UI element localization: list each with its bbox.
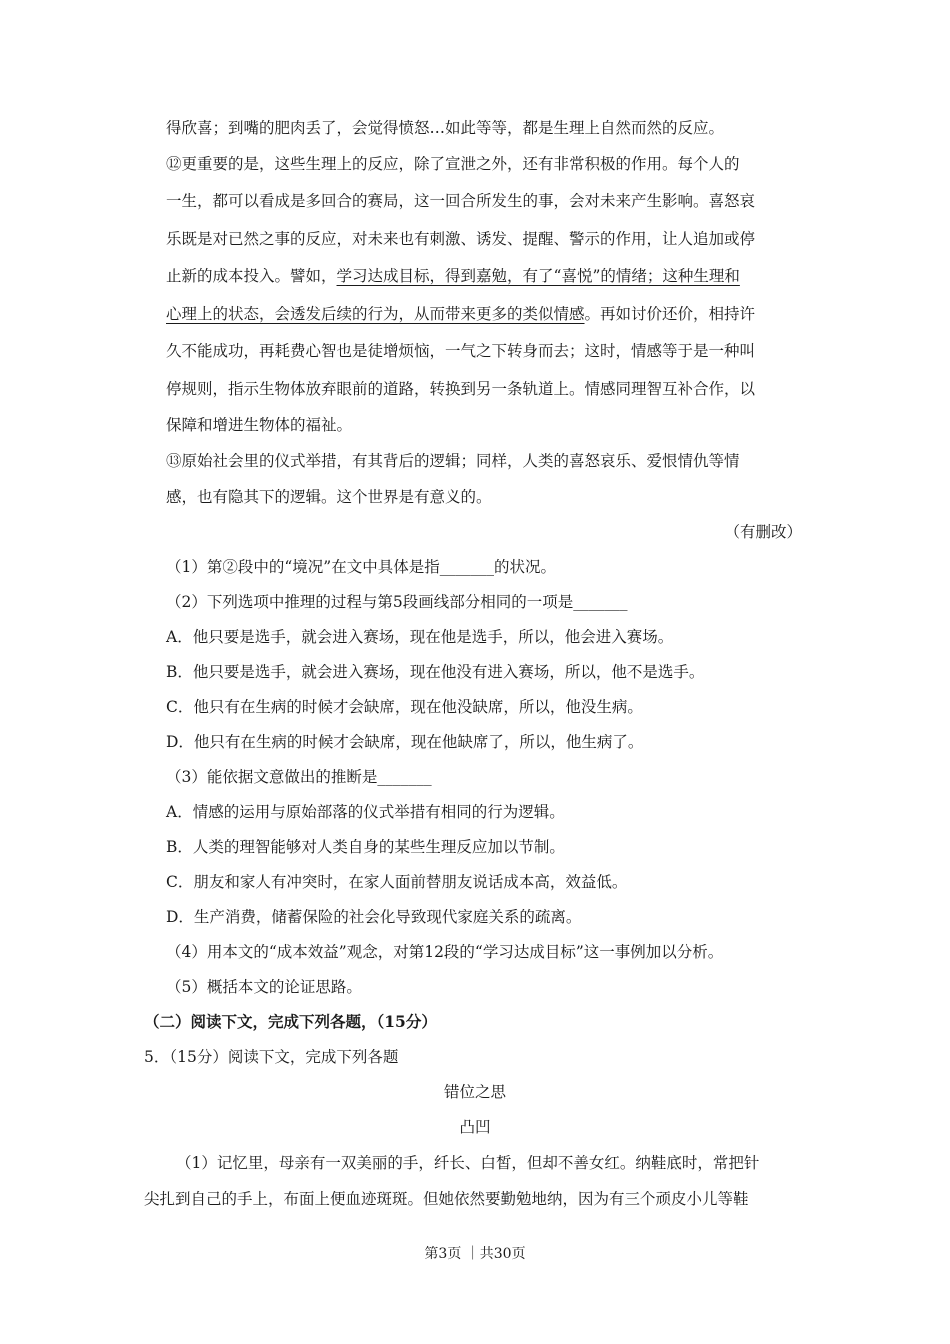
paragraph-12-line: 乐既是对已然之事的反应，对未来也有刺激、诱发、提醒、警示的作用，让人追加或停 (166, 230, 756, 248)
option-a: A．他只要是选手，就会进入赛场，现在他是选手，所以，他会进入赛场。 (166, 628, 674, 646)
question-3: （3）能依据文意做出的推断是_______ (166, 768, 432, 786)
article-paragraph-line: 尖扎到自己的手上，布面上便血迹斑斑。但她依然要勤勉地纳，因为有三个顽皮小儿等鞋 (144, 1190, 749, 1208)
question-2: （2）下列选项中推理的过程与第5段画线部分相同的一项是_______ (166, 593, 628, 611)
article-author: 凸凹 (459, 1118, 491, 1136)
paragraph-13-line: 感，也有隐其下的逻辑。这个世界是有意义的。 (166, 488, 492, 506)
underlined-text: 学习达成目标，得到嘉勉，有了“喜悦”的情绪；这种生理和 (336, 267, 740, 285)
paragraph-12-line: ⑫更重要的是，这些生理上的反应，除了宣泄之外，还有非常积极的作用。每个人的 (166, 155, 740, 173)
option-b: B．人类的理智能够对人类自身的某些生理反应加以节制。 (166, 838, 565, 856)
question-1: （1）第②段中的“境况”在文中具体是指_______的状况。 (166, 558, 556, 576)
option-d: D．生产消费，储蓄保险的社会化导致现代家庭关系的疏离。 (166, 908, 582, 926)
edit-note: （有删改） (724, 523, 802, 541)
plain-text: 止新的成本投入。譬如， (166, 267, 337, 285)
paragraph-12-line: 保障和增进生物体的福祉。 (166, 416, 353, 434)
question-item: 5．（15分）阅读下文，完成下列各题 (144, 1048, 399, 1066)
paragraph-12-line: 久不能成功，再耗费心智也是徒增烦恼，一气之下转身而去；这时，情感等于是一种叫 (166, 342, 756, 360)
question-4: （4）用本文的“成本效益”观念，对第12段的“学习达成目标”这一事例加以分析。 (166, 943, 724, 961)
option-a: A．情感的运用与原始部落的仪式举措有相同的行为逻辑。 (166, 803, 565, 821)
question-5: （5）概括本文的论证思路。 (166, 978, 362, 996)
article-paragraph-line: （1）记忆里，母亲有一双美丽的手，纤长、白皙，但却不善女红。纳鞋底时，常把针 (176, 1154, 760, 1172)
option-b: B．他只要是选手，就会进入赛场，现在他没有进入赛场，所以，他不是选手。 (166, 663, 705, 681)
passage-line: 得欣喜；到嘴的肥肉丢了，会觉得愤怒…如此等等，都是生理上自然而然的反应。 (166, 119, 725, 137)
underlined-text: 心理上的状态，会透发后续的行为，从而带来更多的类似情感 (166, 305, 585, 323)
page-footer: 第3页 ｜共30页 (424, 1246, 526, 1262)
paragraph-13-line: ⑬原始社会里的仪式举措，有其背后的逻辑；同样，人类的喜怒哀乐、爱恨情仇等情 (166, 452, 740, 470)
paragraph-12-line (166, 304, 755, 324)
option-d: D．他只有在生病的时候才会缺席，现在他缺席了，所以，他生病了。 (166, 733, 644, 751)
plain-text: 。再如讨价还价，相持许 (584, 305, 756, 323)
article-title: 错位之思 (443, 1083, 506, 1101)
section-heading: （二）阅读下文，完成下列各题，（15分） (144, 1012, 437, 1031)
paragraph-12-line: 一生，都可以看成是多回合的赛局，这一回合所发生的事，会对未来产生影响。喜怒哀 (166, 192, 756, 210)
option-c: C．他只有在生病的时候才会缺席，现在他没缺席，所以，他没生病。 (166, 698, 643, 716)
paragraph-12-line (166, 266, 740, 286)
option-c: C．朋友和家人有冲突时，在家人面前替朋友说话成本高，效益低。 (166, 873, 628, 891)
paragraph-12-line: 停规则，指示生物体放弃眼前的道路，转换到另一条轨道上。情感同理智互补合作，以 (166, 380, 756, 398)
